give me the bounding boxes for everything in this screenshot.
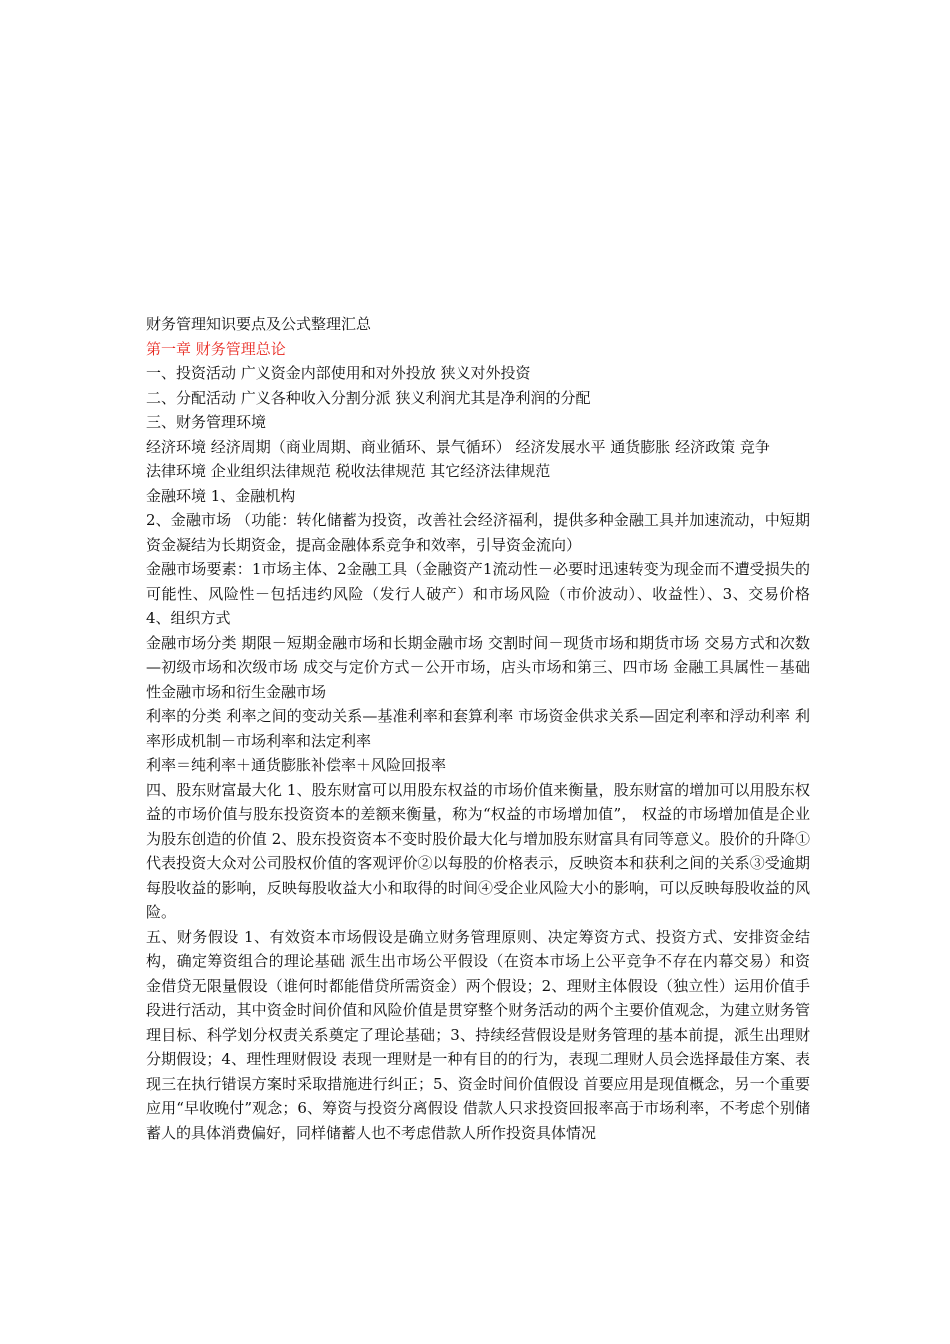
document-body (146, 312, 810, 1145)
chapter-heading: 第一章 财务管理总论 (146, 339, 286, 358)
paragraph-financial-environment: 金融环境 1、金融机构 (146, 486, 296, 505)
paragraph-shareholder-wealth: 四、股东财富最大化 1、股东财富可以用股东权益的市场价值来衡量，股东财富的增加可以用股东权益的市场价值与股东投资资本的差额来衡量，称为“权益的市场增加值”， 权益的市场增加值是企业为股东创造的价值 2、股东投资资本不变时股价最大化与增加股东财富具有同等意义。股价的升降①代表投资大众对公司股权价值的客观评价②以每股的价格表示，反映资本和获利之间的关系③受逾期每股收益的影响，反映每股收益大小和取得的时间④受企业风险大小的影响，可以反映每股收益的风险。 (146, 780, 810, 921)
document-title: 财务管理知识要点及公式整理汇总 (146, 315, 372, 333)
paragraph-market-elements: 金融市场要素：1市场主体、2金融工具（金融资产1流动性－必要时迅速转变为现金而不遭受损失的可能性、风险性－包括违约风险（发行人破产）和市场风险（市价波动）、收益性）、3、交易价格4、组织方式 (146, 560, 810, 627)
paragraph-investment: 一、投资活动 广义资金内部使用和对外投放 狭义对外投资 (146, 364, 531, 382)
paragraph-legal-environment: 法律环境 企业组织法律规范 税收法律规范 其它经济法律规范 (146, 462, 551, 480)
paragraph-market-classification: 金融市场分类 期限－短期金融市场和长期金融市场 交割时间－现货市场和期货市场 交易方式和次数—初级市场和次级市场 成交与定价方式－公开市场，店头市场和第三、四市场 金融工具属性－基础性金融市场和衍生金融市场 (146, 633, 810, 701)
paragraph-interest-rate-formula: 利率＝纯利率＋通货膨胀补偿率＋风险回报率 (146, 756, 447, 774)
paragraph-economic-environment: 经济环境 经济周期（商业周期、商业循环、景气循环） 经济发展水平 通货膨胀 经济政策 竞争 (146, 437, 770, 456)
paragraph-financial-market: 2、金融市场 （功能：转化储蓄为投资，改善社会经济福利，提供多种金融工具并加速流动，中短期资金凝结为长期资金，提高金融体系竞争和效率，引导资金流向） (146, 511, 810, 554)
paragraph-environment-heading: 三、财务管理环境 (146, 413, 267, 431)
paragraph-distribution: 二、分配活动 广义各种收入分割分派 狭义利润尤其是净利润的分配 (146, 388, 591, 407)
paragraph-interest-rate-types: 利率的分类 利率之间的变动关系—基准利率和套算利率 市场资金供求关系—固定利率和浮动利率 利率形成机制－市场利率和法定利率 (146, 707, 810, 750)
paragraph-financial-assumptions: 五、财务假设 1、有效资本市场假设是确立财务管理原则、决定筹资方式、投资方式、安排资金结构，确定筹资组合的理论基础 派生出市场公平假设（在资本市场上公平竞争不存在内幕交易）和资金借贷无限量假设（谁何时都能借贷所需资金）两个假设；2、理财主体假设（独立性）运用价值手段进行活动，其中资金时间价值和风险价值是贯穿整个财务活动的两个主要价值观念，为建立财务管理目标、科学划分权责关系奠定了理论基础；3、持续经营假设是财务管理的基本前提，派生出理财分期假设；4、理性理财假设 表现一理财是一种有目的的行为，表现二理财人员会选择最佳方案、表现三在执行错误方案时采取措施进行纠正；5、资金时间价值假设 首要应用是现值概念，另一个重要应用“早收晚付”观念；6、筹资与投资分离假设 借款人只求投资回报率高于市场利率，不考虑个别储蓄人的具体消费偏好，同样储蓄人也不考虑借款人所作投资具体情况 (146, 927, 810, 1142)
